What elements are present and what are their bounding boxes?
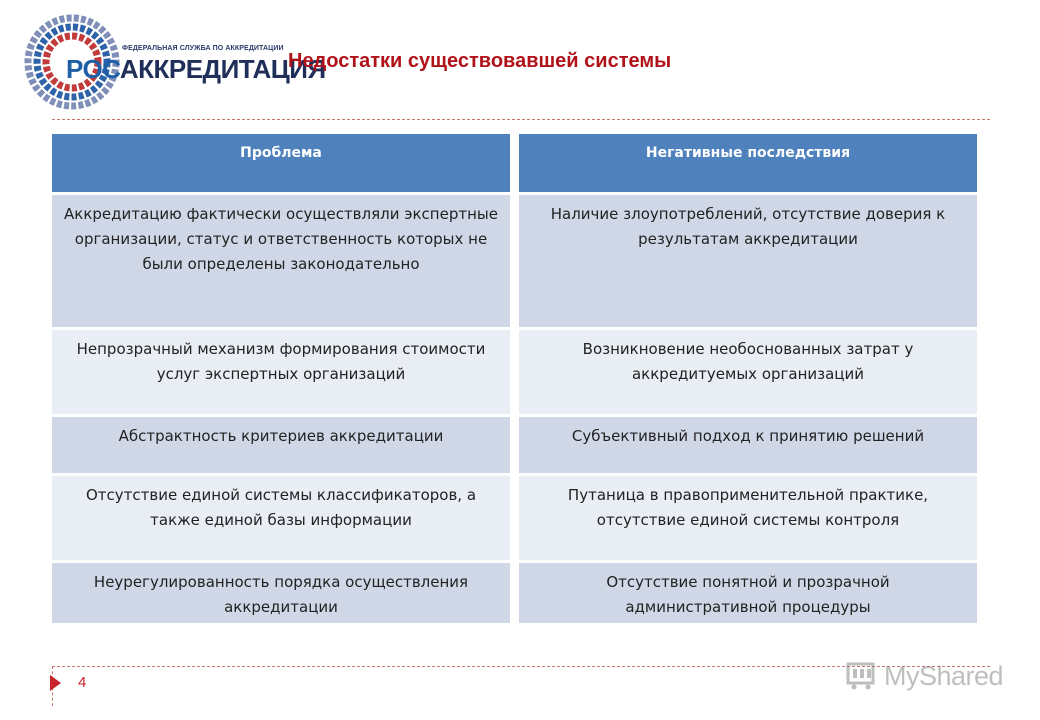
cart-icon — [846, 661, 880, 691]
problems-table — [52, 134, 980, 623]
header-consequence: Негативные последствия — [519, 134, 977, 192]
table-row-problem: Отсутствие единой системы классификаторов, а также единой базы информации — [52, 476, 510, 560]
table-row-consequence: Возникновение необоснованных затрат у аккредитуемых организаций — [519, 330, 977, 414]
myshared-watermark — [846, 660, 1003, 692]
table-row-consequence: Наличие злоупотреблений, отсутствие доверия к результатам аккредитации — [519, 195, 977, 327]
triangle-marker-icon — [50, 675, 61, 691]
table-row-problem: Непрозрачный механизм формирования стоимости услуг экспертных организаций — [52, 330, 510, 414]
top-divider — [52, 119, 990, 120]
logo-name-part1: РОС — [66, 54, 120, 84]
watermark-text: MyShared — [884, 660, 1004, 691]
page-number: 4 — [78, 674, 87, 691]
logo-name — [66, 54, 326, 84]
logo-name-part2: АККРЕДИТАЦИЯ — [119, 54, 326, 84]
header-problem: Проблема — [52, 134, 510, 192]
table-row-consequence: Отсутствие понятной и прозрачной административной процедуры — [519, 563, 977, 623]
table-row-problem: Абстрактность критериев аккредитации — [52, 417, 510, 473]
table-row-consequence: Путаница в правоприменительной практике, отсутствие единой системы контроля — [519, 476, 977, 560]
table-row-problem: Аккредитацию фактически осуществляли экспертные организации, статус и ответственность которых не были определены законодательно — [52, 195, 510, 327]
table-row-problem: Неурегулированность порядка осуществления аккредитации — [52, 563, 510, 623]
rosaccreditation-logo — [22, 12, 326, 112]
table-row-consequence: Субъективный подход к принятию решений — [519, 417, 977, 473]
logo-subtitle: ФЕДЕРАЛЬНАЯ СЛУЖБА ПО АККРЕДИТАЦИИ — [122, 45, 284, 52]
slide-title: Недостатки существовавшей системы — [288, 50, 672, 72]
